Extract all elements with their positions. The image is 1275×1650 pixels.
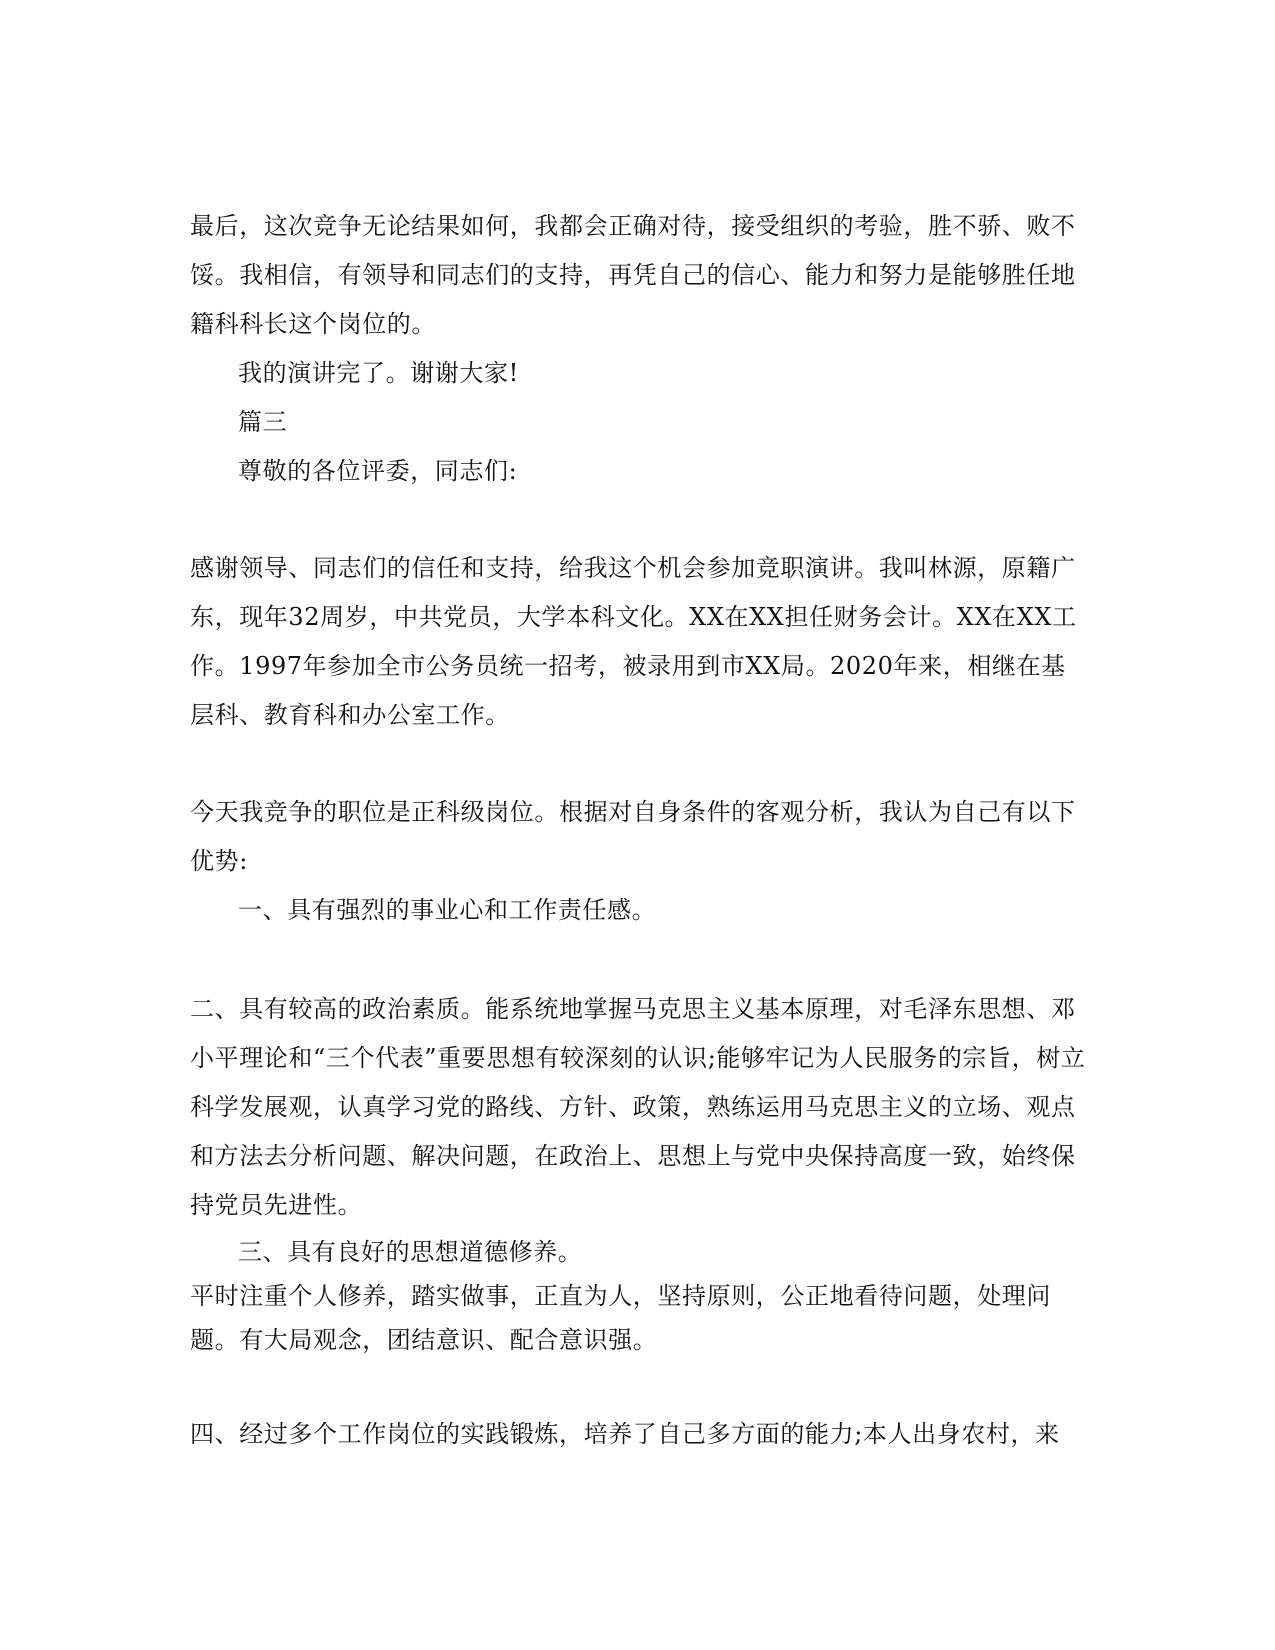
- section-heading-part-three: 篇三: [238, 408, 288, 436]
- list-item-advantage-two: 二、具有较高的政治素质。能系统地掌握马克思主义基本原理，对毛泽东思想、邓小平理论和“三个代表”重要思想有较深刻的认识;能够牢记为人民服务的宗旨，树立科学发展观，认真学习党的路线、方针、政策，熟练运用马克思主义的立场、观点和方法去分析问题、解决问题，在政治上、思想上与党中央保持高度一致，始终保持党员先进性。: [190, 995, 1086, 1219]
- list-item-advantage-one: 一、具有强烈的事业心和工作责任感。: [238, 896, 657, 924]
- paragraph-conclusion: 最后，这次竞争无论结果如何，我都会正确对待，接受组织的考验，胜不骄、败不馁。我相信，有领导和同志们的支持，再凭自己的信心、能力和努力是能够胜任地籍科科长这个岗位的。: [190, 212, 1076, 338]
- paragraph-moral-cultivation: 平时注重个人修养，踏实做事，正直为人，坚持原则，公正地看待问题，处理问题。有大局观念，团结意识、配合意识强。: [190, 1282, 1051, 1354]
- paragraph-thanks: 我的演讲完了。谢谢大家!: [238, 359, 519, 387]
- paragraph-position-advantages: 今天我竞争的职位是正科级岗位。根据对自身条件的客观分析，我认为自己有以下优势:: [190, 798, 1076, 875]
- list-item-advantage-three: 三、具有良好的思想道德修养。: [238, 1238, 583, 1266]
- paragraph-introduction: 感谢领导、同志们的信任和支持，给我这个机会参加竞职演讲。我叫林源，原籍广东，现年32周岁，中共党员，大学本科文化。XX在XX担任财务会计。XX在XX工作。1997年参加全市公务员统一招考，被录用到市XX局。2020年来，相继在基层科、教育科和办公室工作。: [190, 554, 1077, 729]
- list-item-advantage-four: 四、经过多个工作岗位的实践锻炼，培养了自己多方面的能力;本人出身农村，来: [190, 1420, 1060, 1448]
- paragraph-salutation: 尊敬的各位评委，同志们:: [238, 457, 518, 485]
- document-body: [190, 202, 1090, 1459]
